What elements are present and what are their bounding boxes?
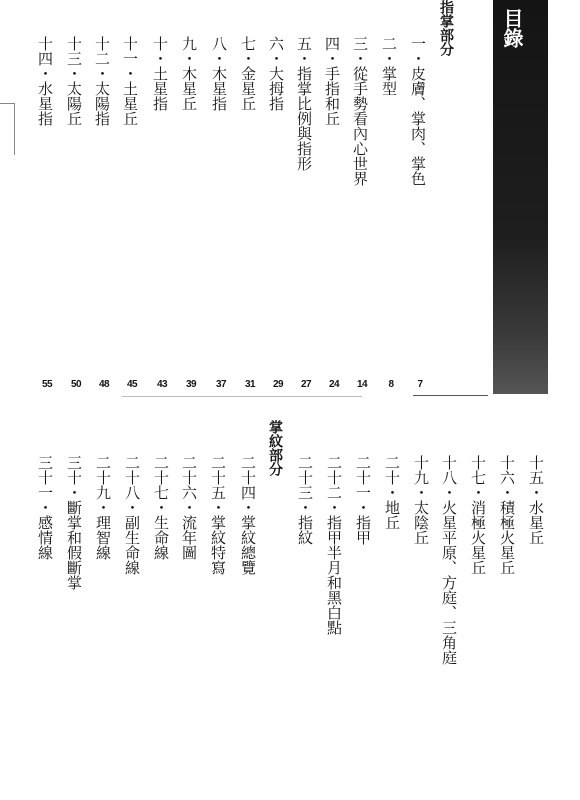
toc-page-number: 50 xyxy=(70,379,82,390)
toc-entry-label[interactable]: 三・從手勢看內心世界 xyxy=(351,36,369,186)
toc-entry-label[interactable]: 二十七・生命線 xyxy=(152,455,170,560)
toc-entry-label[interactable]: 十二・太陽指 xyxy=(93,36,111,126)
toc-entry-label[interactable]: 二十九・理智線 xyxy=(94,455,112,560)
toc-entry-label[interactable]: 三十・斷掌和假斷掌 xyxy=(65,455,83,590)
toc-page-number: 7 xyxy=(417,379,423,390)
toc-page-number: 31 xyxy=(244,379,256,390)
toc-entry-label[interactable]: 十・土星指 xyxy=(151,36,169,111)
toc-entry-label[interactable]: 二十八・副生命線 xyxy=(123,455,141,575)
toc-entry-label[interactable]: 一・皮膚、掌肉、掌色 xyxy=(409,36,427,186)
toc-entry-label[interactable]: 十四・水星指 xyxy=(36,36,54,126)
palm-section-title: 指掌部分 xyxy=(438,0,454,56)
toc-page-number: 39 xyxy=(185,379,197,390)
toc-entry-label[interactable]: 三十一・感情線 xyxy=(36,455,54,560)
toc-entry-label[interactable]: 十六・積極火星丘 xyxy=(498,455,516,575)
toc-page-number: 14 xyxy=(356,379,368,390)
toc-entry-label[interactable]: 十九・太陰丘 xyxy=(412,455,430,545)
toc-page-number: 43 xyxy=(156,379,168,390)
toc-entry-label[interactable]: 二十三・指紋 xyxy=(296,455,314,545)
toc-page-number: 27 xyxy=(300,379,312,390)
toc-page-number: 37 xyxy=(215,379,227,390)
lines-section-title: 掌紋部分 xyxy=(267,420,283,476)
margin-mark xyxy=(14,103,15,155)
margin-mark xyxy=(0,103,14,104)
toc-page-number: 29 xyxy=(272,379,284,390)
toc-entry-label[interactable]: 十八・火星平原、方庭、三角庭 xyxy=(440,455,458,665)
toc-entry-label[interactable]: 五・指掌比例與指形 xyxy=(295,36,313,171)
toc-page-number: 8 xyxy=(388,379,394,390)
toc-entry-label[interactable]: 二・掌型 xyxy=(380,36,398,96)
section-divider xyxy=(122,396,362,397)
toc-entry-label[interactable]: 八・木星指 xyxy=(210,36,228,111)
toc-entry-label[interactable]: 二十二・指甲半月和黑白點 xyxy=(325,455,343,635)
toc-entry-label[interactable]: 十一・土星丘 xyxy=(121,36,139,126)
toc-page-number: 45 xyxy=(126,379,138,390)
toc-page-number: 24 xyxy=(328,379,340,390)
toc-entry-label[interactable]: 二十一・指甲 xyxy=(354,455,372,545)
toc-entry-label[interactable]: 四・手指和丘 xyxy=(323,36,341,126)
toc-page-number: 55 xyxy=(41,379,53,390)
toc-entry-label[interactable]: 二十六・流年圖 xyxy=(180,455,198,560)
toc-title: 目錄 xyxy=(500,8,524,48)
toc-entry-label[interactable]: 七・金星丘 xyxy=(239,36,257,111)
toc-entry-label[interactable]: 十三・太陽丘 xyxy=(65,36,83,126)
toc-entry-label[interactable]: 十五・水星丘 xyxy=(527,455,545,545)
toc-page-number: 48 xyxy=(98,379,110,390)
toc-entry-label[interactable]: 二十五・掌紋特寫 xyxy=(209,455,227,575)
toc-entry-label[interactable]: 六・大拇指 xyxy=(267,36,285,111)
header-banner xyxy=(493,0,548,394)
toc-entry-label[interactable]: 二十四・掌紋總覽 xyxy=(239,455,257,575)
toc-entry-label[interactable]: 二十・地丘 xyxy=(383,455,401,530)
toc-entry-label[interactable]: 九・木星丘 xyxy=(180,36,198,111)
section-divider xyxy=(413,395,488,396)
toc-entry-label[interactable]: 十七・消極火星丘 xyxy=(469,455,487,575)
